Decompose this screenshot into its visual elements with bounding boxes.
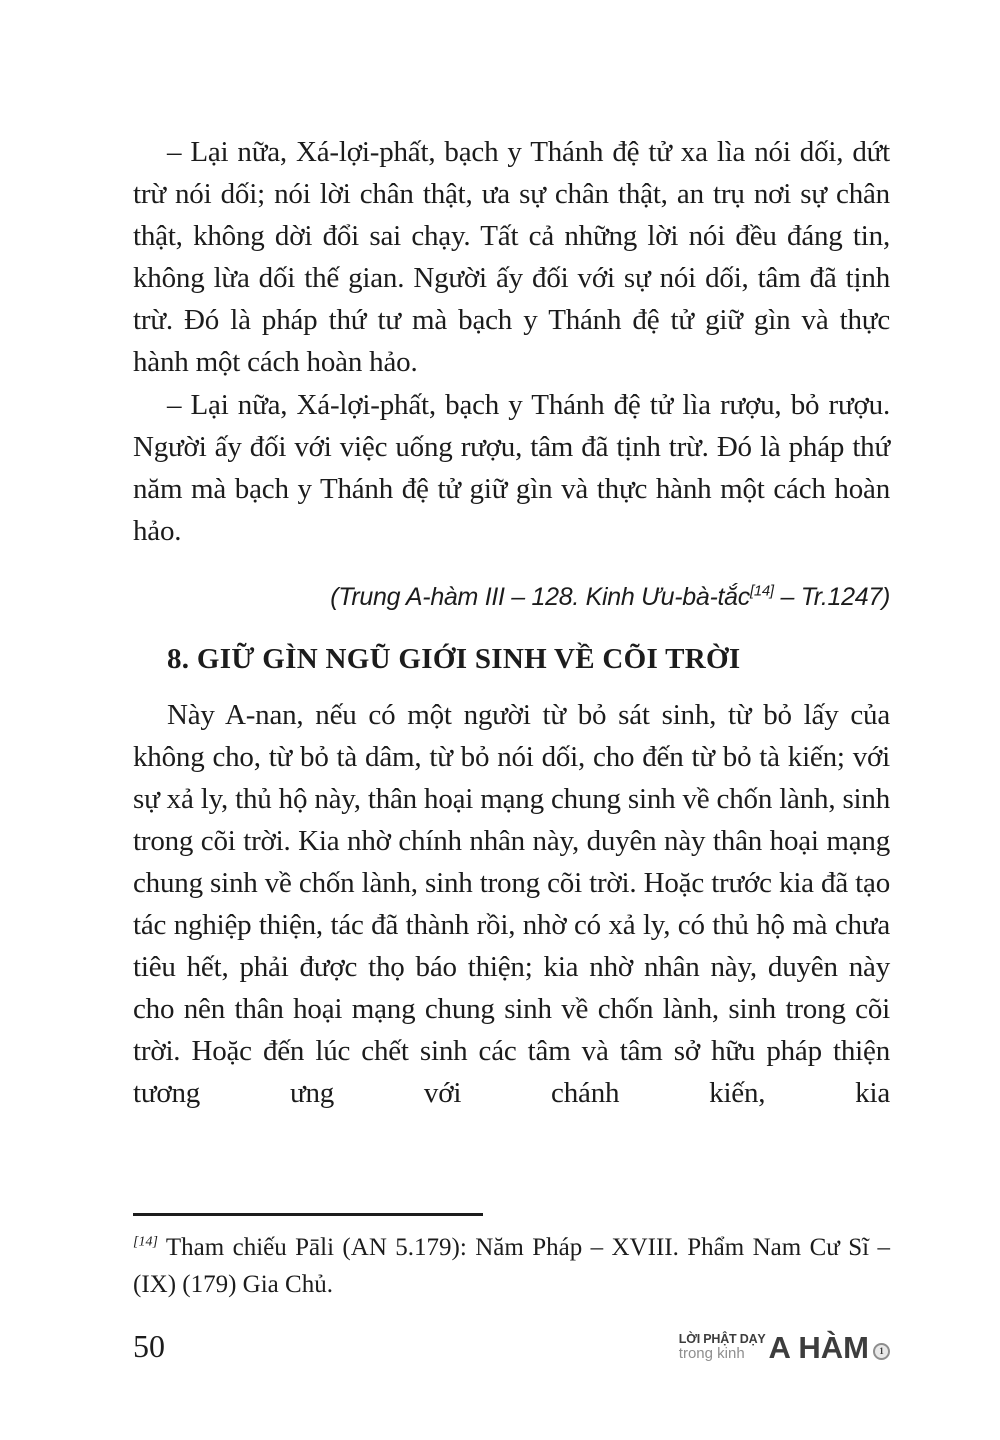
scripture-citation bbox=[133, 577, 890, 617]
paragraph-five-precepts-heaven: Này A-nan, nếu có một người từ bỏ sát sinh, từ bỏ lấy của không cho, từ bỏ tà dâm, từ bỏ nói dối, cho đến từ bỏ tà kiến; với sự xả ly, thủ hộ này, thân hoại mạng chung sinh về chốn lành, sinh trong cõi trời. Kia nhờ chính nhân này, duyên này thân hoại mạng chung sinh về chốn lành, sinh trong cõi trời. Hoặc trước kia đã tạo tác nghiệp thiện, tác đã thành rồi, nhờ có xả ly, có thủ hộ mà chưa tiêu hết, phải được thọ báo thiện; kia nhờ nhân này, duyên này cho nên thân hoại mạng chung sinh về chốn lành, sinh trong cõi trời. Hoặc đến lúc chết sinh các tâm và tâm sở hữu pháp thiện tương ưng với chánh kiến, kia bbox=[133, 699, 890, 1109]
logo-title: A HÀM bbox=[768, 1329, 869, 1365]
book-series-logo bbox=[679, 1331, 890, 1363]
paragraph-precept-four: – Lại nữa, Xá-lợi-phất, bạch y Thánh đệ tử xa lìa nói dối, dứt trừ nói dối; nói lời chân thật, ưa sự chân thật, an trụ nơi sự chân thật, không dời đổi sai chạy. Tất cả những lời nói đều đáng tin, không lừa dối thế gian. Người ấy đối với sự nói dối, tâm đã tịnh trừ. Đó là pháp thứ tư mà bạch y Thánh đệ tử giữ gìn và thực hành một cách hoàn hảo. bbox=[133, 136, 890, 378]
logo-taglines bbox=[679, 1333, 766, 1362]
footnote-reference: [14] bbox=[749, 582, 774, 600]
paragraph-precept-five: – Lại nữa, Xá-lợi-phất, bạch y Thánh đệ tử lìa rượu, bỏ rượu. Người ấy đối với việc uống rượu, tâm đã tịnh trừ. Đó là pháp thứ năm mà bạch y Thánh đệ tử giữ gìn và thực hành một cách hoàn hảo. bbox=[133, 389, 890, 547]
footnote-text: Tham chiếu Pāli (AN 5.179): Năm Pháp – XVIII. Phẩm Nam Cư Sĩ – (IX) (179) Gia Chủ. bbox=[133, 1234, 890, 1298]
section-heading: 8. GIỮ GÌN NGŨ GIỚI SINH VỀ CÕI TRỜI bbox=[167, 643, 741, 675]
logo-tagline-bottom: trong kinh bbox=[678, 1345, 745, 1363]
logo-tagline-top: LỜI PHẬT DẠY bbox=[678, 1331, 766, 1346]
volume-one-badge-icon: 1 bbox=[873, 1343, 890, 1360]
citation-page-ref: – Tr.1247) bbox=[773, 583, 890, 611]
page-number: 50 bbox=[133, 1328, 165, 1364]
footnote-divider bbox=[133, 1213, 483, 1216]
footnote-marker: [14] bbox=[133, 1234, 158, 1250]
citation-text: (Trung A-hàm III – 128. Kinh Ưu-bà-tắc bbox=[330, 583, 750, 611]
footnote bbox=[133, 1229, 890, 1303]
